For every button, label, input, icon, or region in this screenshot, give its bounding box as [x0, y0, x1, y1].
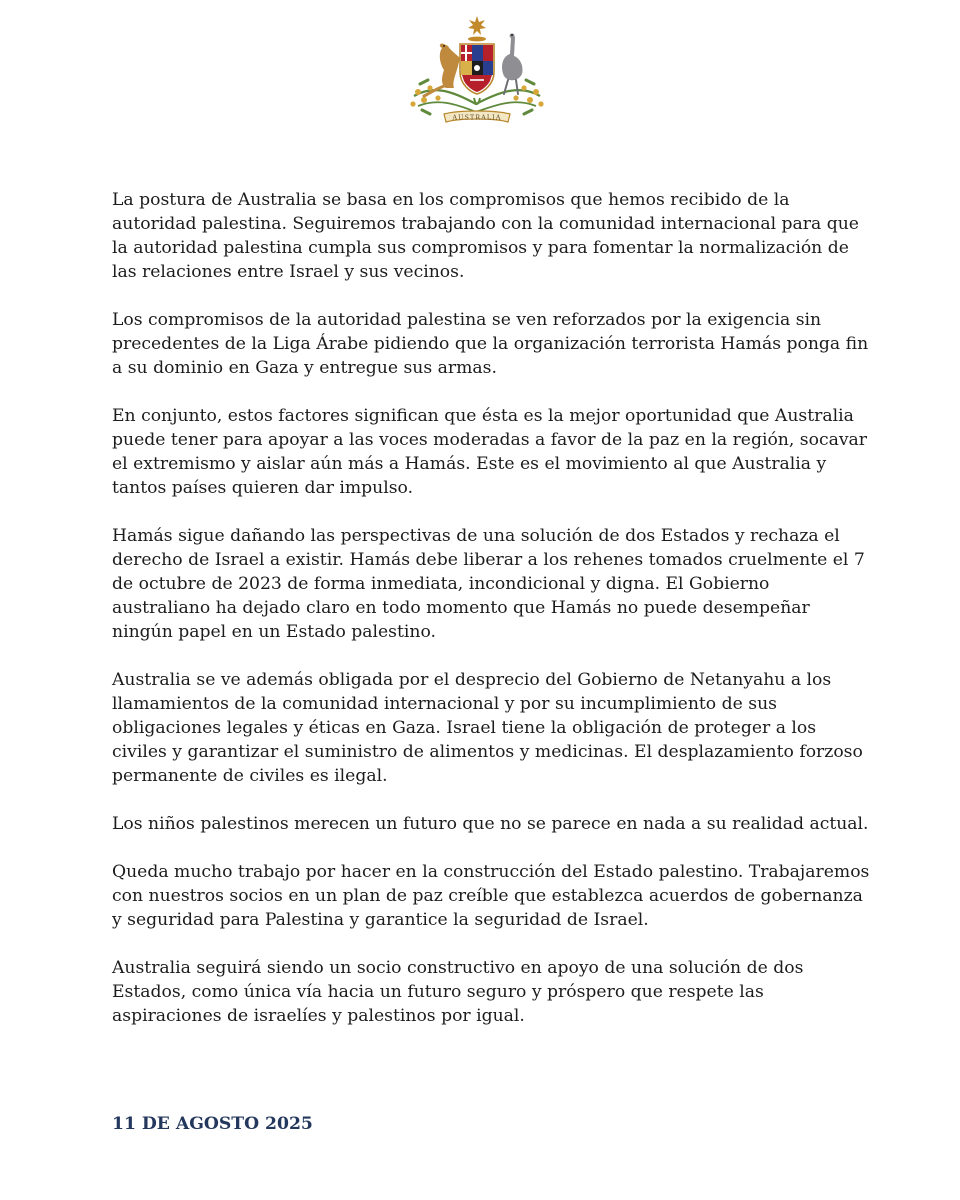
svg-text:AUSTRALIA: AUSTRALIA — [452, 114, 502, 122]
paragraph: Australia se ve además obligada por el desprecio del Gobierno de Netanyahu a los llamamientos de la comunidad internacional y por su incumplimiento de sus obligaciones legales y éticas en Gaza. Israel tiene la obligación de proteger a los civiles y garantizar el suministro de alimentos y medicinas. El desplazamiento forzoso permanente de civiles es ilegal. — [112, 670, 863, 786]
star-icon — [468, 16, 486, 35]
paragraph: Queda mucho trabajo por hacer en la construcción del Estado palestino. Trabajaremos con nuestros socios en un plan de paz creíble que establezca acuerdos de gobernanza y seguridad para Palestina y garantice la seguridad de Israel. — [112, 862, 870, 930]
emu-icon — [502, 33, 523, 94]
paragraph: Los compromisos de la autoridad palestina se ven reforzados por la exigencia sin precedentes de la Liga Árabe pidiendo que la organización terrorista Hamás ponga fin a su dominio en Gaza y entregue sus armas. — [112, 310, 869, 378]
paragraph: La postura de Australia se basa en los compromisos que hemos recibido de la autoridad palestina. Seguiremos trabajando con la comunidad internacional para que la autoridad palestina cumpla sus compromisos y para fomentar la normalización de las relaciones entre Israel y sus vecinos. — [112, 190, 859, 282]
scroll-banner — [444, 111, 510, 122]
statement-date: 11 DE AGOSTO 2025 — [112, 1114, 313, 1134]
statement-body — [112, 188, 872, 1052]
paragraph: En conjunto, estos factores significan que ésta es la mejor oportunidad que Australia puede tener para apoyar a las voces moderadas a favor de la paz en la región, socavar el extremismo y aislar aún más a Hamás. Este es el movimiento al que Australia y tantos países quieren dar impulso. — [112, 406, 868, 498]
paragraph: Australia seguirá siendo un socio constructivo en apoyo de una solución de dos Estados, como única vía hacia un futuro seguro y próspero que respete las aspiraciones de israelíes y palestinos por igual. — [112, 958, 804, 1026]
shield-icon — [460, 44, 494, 94]
coat-of-arms-emblem — [404, 14, 550, 132]
paragraph: Los niños palestinos merecen un futuro que no se parece en nada a su realidad actual. — [112, 814, 869, 834]
paragraph: Hamás sigue dañando las perspectivas de una solución de dos Estados y rechaza el derecho de Israel a existir. Hamás debe liberar a los rehenes tomados cruelmente el 7 de octubre de 2023 de forma inmediata, incondicional y digna. El Gobierno australiano ha dejado claro en todo momento que Hamás no puede desempeñar ningún papel en un Estado palestino. — [112, 526, 865, 642]
